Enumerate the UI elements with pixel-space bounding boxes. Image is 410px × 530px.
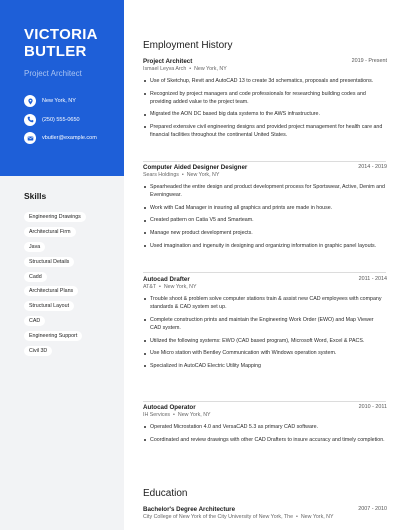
degree-title: Bachelor's Degree Architecture — [143, 506, 236, 513]
skill-tag: CAD — [24, 316, 45, 326]
email-icon — [24, 132, 36, 144]
job-company-line — [143, 172, 386, 178]
skill-tag: Engineering Drawings — [24, 212, 86, 222]
job-bullets — [143, 423, 386, 444]
job-dates: 2011 - 2014 — [358, 276, 387, 282]
bullet-item: Coordinated and review drawings with other CAD Drafters to insure accuracy and timely completion. — [143, 436, 386, 444]
profile-header — [0, 0, 124, 176]
divider — [143, 161, 386, 162]
contact-location-text: New York, NY — [42, 98, 76, 104]
phone-icon — [24, 114, 36, 126]
education-title: Education — [143, 488, 188, 499]
job-entry — [143, 164, 386, 254]
job-title: Computer Aided Designer Designer — [143, 164, 248, 171]
bullet-item: Created pattern on Catia V5 and Smarteam. — [143, 216, 386, 224]
job-title: Autocad Operator — [143, 404, 196, 411]
job-bullets — [143, 183, 386, 250]
job-bullets — [143, 295, 386, 370]
bullet-item: Prepared extensive civil engineering designs and provided project management for health care and financial facilities throughout the continental United States. — [143, 123, 386, 140]
job-dates: 2010 - 2011 — [358, 404, 387, 410]
bullet-item: Work with Cad Manager in insuring all graphics and prints are made in house. — [143, 204, 386, 212]
bullet-item: Use of Sketchup, Revit and AutoCAD 13 to create 3d schematics, proposals and presentations. — [143, 77, 386, 85]
bullet-item: Recognized by project managers and code professionals for researching building codes and providing added value to the project team. — [143, 90, 386, 107]
separator-dot: • — [294, 514, 300, 520]
contact-email — [24, 132, 114, 144]
name-line-2: BUTLER — [24, 43, 87, 60]
job-dates: 2019 - Present — [351, 58, 387, 64]
skill-tag: Architectural Plans — [24, 286, 78, 296]
skill-tag: Civil 3D — [24, 346, 52, 356]
job-location: New York, NY — [163, 284, 197, 290]
skills-section — [0, 176, 124, 354]
separator-dot: • — [171, 412, 177, 418]
bullet-item: Migrated the AON DC based big data systems to the AWS infrastructure. — [143, 110, 386, 118]
location-pin-icon — [24, 95, 36, 107]
job-company-line — [143, 66, 386, 72]
candidate-role: Project Architect — [24, 69, 82, 78]
bullet-item: Utilized the following systems: EWO (CAD based program), Microsoft Word, Excel & PACS. — [143, 337, 386, 345]
skill-tag: Structural Layout — [24, 301, 74, 311]
job-entry — [143, 276, 386, 375]
job-entry — [143, 58, 386, 144]
job-entry — [143, 404, 386, 448]
sidebar — [0, 0, 124, 530]
skill-tag: Cadd — [24, 272, 47, 282]
school-line — [143, 514, 386, 520]
skill-tag: Java — [24, 242, 45, 252]
divider — [143, 401, 386, 402]
separator-dot: • — [180, 172, 186, 178]
bullet-item: Trouble shoot & problem solve computer stations train & assist new CAD employees with company standards & CAD system set up. — [143, 295, 386, 312]
contact-phone-text[interactable]: (250) 555-0650 — [42, 116, 80, 123]
separator-dot: • — [157, 284, 163, 290]
job-company: Sears Holdings — [143, 172, 179, 178]
job-title: Project Architect — [143, 58, 193, 65]
contact-list — [24, 95, 114, 144]
divider — [143, 272, 386, 273]
job-company: Ismael Leyva Arch — [143, 66, 187, 72]
skill-tag: Architectural Firm — [24, 227, 76, 237]
job-bullets — [143, 77, 386, 140]
education-entry — [143, 506, 386, 520]
education-dates: 2007 - 2010 — [358, 506, 387, 512]
bullet-item: Used imagination and ingenuity in designing and organizing information in graphic panel layouts. — [143, 242, 386, 250]
bullet-item: Spearheaded the entire design and product development process for Sportswear, Active, Denim and Eveningwear. — [143, 183, 386, 200]
skill-tag: Structural Details — [24, 257, 74, 267]
name-line-1: VICTORIA — [24, 26, 98, 43]
bullet-item: Specialized in AutoCAD Electric Utility Mapping — [143, 362, 386, 370]
contact-phone — [24, 114, 114, 126]
job-company-line — [143, 284, 386, 290]
bullet-item: Manage new product development projects. — [143, 229, 386, 237]
job-company: IH Services — [143, 412, 171, 418]
skill-tag: Engineering Support — [24, 331, 82, 341]
job-title: Autocad Drafter — [143, 276, 190, 283]
bullet-item: Operated Microstation 4.0 and VersaCAD 5.3 as primary CAD software. — [143, 423, 386, 431]
contact-email-text[interactable]: vbutler@example.com — [42, 135, 97, 142]
employment-title: Employment History — [143, 40, 233, 51]
job-location: New York, NY — [177, 412, 211, 418]
job-dates: 2014 - 2019 — [358, 164, 387, 170]
separator-dot: • — [187, 66, 193, 72]
job-location: New York, NY — [194, 66, 227, 72]
bullet-item: Complete construction prints and maintain the Engineering Work Order (EWO) and Map Viewer CAD system. — [143, 316, 386, 333]
job-company-line — [143, 412, 386, 418]
school-name: City College of New York of the City University of New York, The — [143, 514, 294, 520]
job-location: New York, NY — [186, 172, 220, 178]
skills-title: Skills — [24, 191, 47, 201]
contact-location — [24, 95, 114, 107]
bullet-item: Use Micro station with Bentley Communication with Windows operation system. — [143, 349, 386, 357]
job-company: AT&T — [143, 284, 157, 290]
school-location: New York, NY — [300, 514, 334, 520]
candidate-name — [24, 26, 114, 60]
